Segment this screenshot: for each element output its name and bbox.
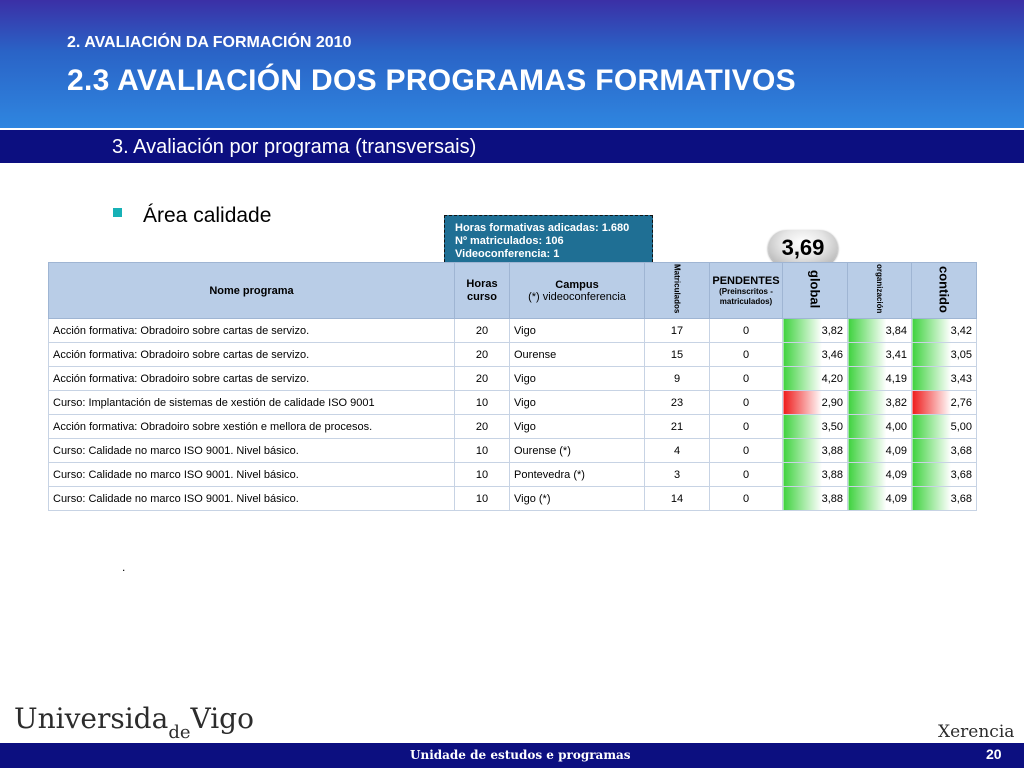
cell-matriculados: 17	[645, 319, 710, 343]
pendentes-header-note: (Preinscritos - matriculados)	[719, 286, 773, 306]
overall-score-badge: 3,69	[768, 230, 838, 266]
col-header-nome: Nome programa	[49, 263, 455, 319]
col-header-horas: Horas curso	[455, 263, 510, 319]
area-label: Área calidade	[143, 204, 272, 227]
cell-contido: 3,05	[912, 343, 977, 367]
cell-organizacion: 4,19	[848, 367, 912, 391]
cell-horas: 10	[455, 391, 510, 415]
table-row	[49, 319, 977, 343]
table-body	[49, 319, 977, 511]
cell-matriculados: 21	[645, 415, 710, 439]
cell-organizacion: 4,09	[848, 439, 912, 463]
subheader-text: 3. Avaliación por programa (transversais)	[112, 136, 477, 158]
cell-nome: Acción formativa: Obradoiro sobre xestión e mellora de procesos.	[49, 415, 455, 439]
cell-contido: 2,76	[912, 391, 977, 415]
table-row	[49, 439, 977, 463]
cell-campus: Vigo	[510, 319, 645, 343]
cell-nome: Curso: Implantación de sistemas de xestión de calidade ISO 9001	[49, 391, 455, 415]
cell-campus: Ourense	[510, 343, 645, 367]
campus-header-note: (*) videoconferencia	[528, 290, 626, 303]
cell-global: 3,88	[783, 463, 848, 487]
cell-organizacion: 3,82	[848, 391, 912, 415]
cell-organizacion: 4,00	[848, 415, 912, 439]
table-row	[49, 487, 977, 511]
col-header-contido: contido	[912, 263, 977, 319]
cell-pendentes: 0	[710, 415, 783, 439]
page-number: 20	[986, 746, 1002, 762]
cell-organizacion: 4,09	[848, 463, 912, 487]
cell-horas: 10	[455, 439, 510, 463]
cell-campus: Vigo	[510, 415, 645, 439]
cell-global: 3,88	[783, 439, 848, 463]
cell-matriculados: 23	[645, 391, 710, 415]
cell-matriculados: 3	[645, 463, 710, 487]
cell-global: 2,90	[783, 391, 848, 415]
cell-contido: 5,00	[912, 415, 977, 439]
cell-campus: Pontevedra (*)	[510, 463, 645, 487]
cell-nome: Curso: Calidade no marco ISO 9001. Nivel básico.	[49, 439, 455, 463]
cell-organizacion: 3,41	[848, 343, 912, 367]
cell-nome: Acción formativa: Obradoiro sobre cartas de servizo.	[49, 319, 455, 343]
table-row	[49, 367, 977, 391]
xerencia-label: Xerencia	[938, 722, 1015, 742]
cell-global: 3,46	[783, 343, 848, 367]
col-header-matriculados: Matriculados	[645, 263, 710, 319]
campus-header-label: Campus	[555, 278, 599, 291]
cell-pendentes: 0	[710, 319, 783, 343]
cell-pendentes: 0	[710, 463, 783, 487]
cell-contido: 3,42	[912, 319, 977, 343]
cell-pendentes: 0	[710, 343, 783, 367]
cell-contido: 3,68	[912, 439, 977, 463]
cell-horas: 20	[455, 367, 510, 391]
cell-matriculados: 9	[645, 367, 710, 391]
cell-contido: 3,68	[912, 487, 977, 511]
col-header-global: global	[783, 263, 848, 319]
cell-matriculados: 14	[645, 487, 710, 511]
table-row	[49, 391, 977, 415]
callout-enrolled: Nº matriculados: 106	[455, 235, 564, 247]
callout-hours: Horas formativas adicadas: 1.680	[455, 222, 630, 234]
programs-table	[48, 262, 977, 511]
section-title: 2. AVALIACIÓN DA FORMACIÓN 2010	[67, 34, 352, 51]
cell-horas: 20	[455, 343, 510, 367]
pendentes-header-label: PENDENTES	[712, 274, 780, 287]
square-bullet-icon	[113, 208, 122, 217]
cell-matriculados: 4	[645, 439, 710, 463]
cell-horas: 10	[455, 487, 510, 511]
cell-organizacion: 3,84	[848, 319, 912, 343]
cell-nome: Acción formativa: Obradoiro sobre cartas de servizo.	[49, 367, 455, 391]
cell-global: 3,50	[783, 415, 848, 439]
cell-pendentes: 0	[710, 487, 783, 511]
cell-pendentes: 0	[710, 439, 783, 463]
cell-pendentes: 0	[710, 391, 783, 415]
cell-nome: Curso: Calidade no marco ISO 9001. Nivel básico.	[49, 463, 455, 487]
table-row	[49, 463, 977, 487]
cell-campus: Ourense (*)	[510, 439, 645, 463]
cell-global: 4,20	[783, 367, 848, 391]
col-header-campus	[510, 263, 645, 319]
cell-global: 3,88	[783, 487, 848, 511]
col-header-organizacion: organización	[848, 263, 912, 319]
cell-contido: 3,68	[912, 463, 977, 487]
university-logo: Universida$_{de}$Vigo	[14, 702, 254, 743]
page-title: 2.3 AVALIACIÓN DOS PROGRAMAS FORMATIVOS	[67, 64, 796, 97]
cell-campus: Vigo (*)	[510, 487, 645, 511]
cell-nome: Acción formativa: Obradoiro sobre cartas de servizo.	[49, 343, 455, 367]
cell-horas: 20	[455, 319, 510, 343]
stray-mark: .	[122, 560, 126, 574]
table-row	[49, 415, 977, 439]
cell-campus: Vigo	[510, 367, 645, 391]
table-header-row	[49, 263, 977, 319]
col-header-pendentes	[710, 263, 783, 319]
cell-contido: 3,43	[912, 367, 977, 391]
cell-pendentes: 0	[710, 367, 783, 391]
summary-callout	[444, 215, 653, 267]
cell-nome: Curso: Calidade no marco ISO 9001. Nivel básico.	[49, 487, 455, 511]
cell-campus: Vigo	[510, 391, 645, 415]
table-row	[49, 343, 977, 367]
cell-matriculados: 15	[645, 343, 710, 367]
cell-horas: 10	[455, 463, 510, 487]
cell-horas: 20	[455, 415, 510, 439]
cell-global: 3,82	[783, 319, 848, 343]
callout-videoconference: Videoconferencia: 1	[455, 248, 560, 260]
footer-text: Unidade de estudos e programas	[410, 748, 631, 762]
cell-organizacion: 4,09	[848, 487, 912, 511]
